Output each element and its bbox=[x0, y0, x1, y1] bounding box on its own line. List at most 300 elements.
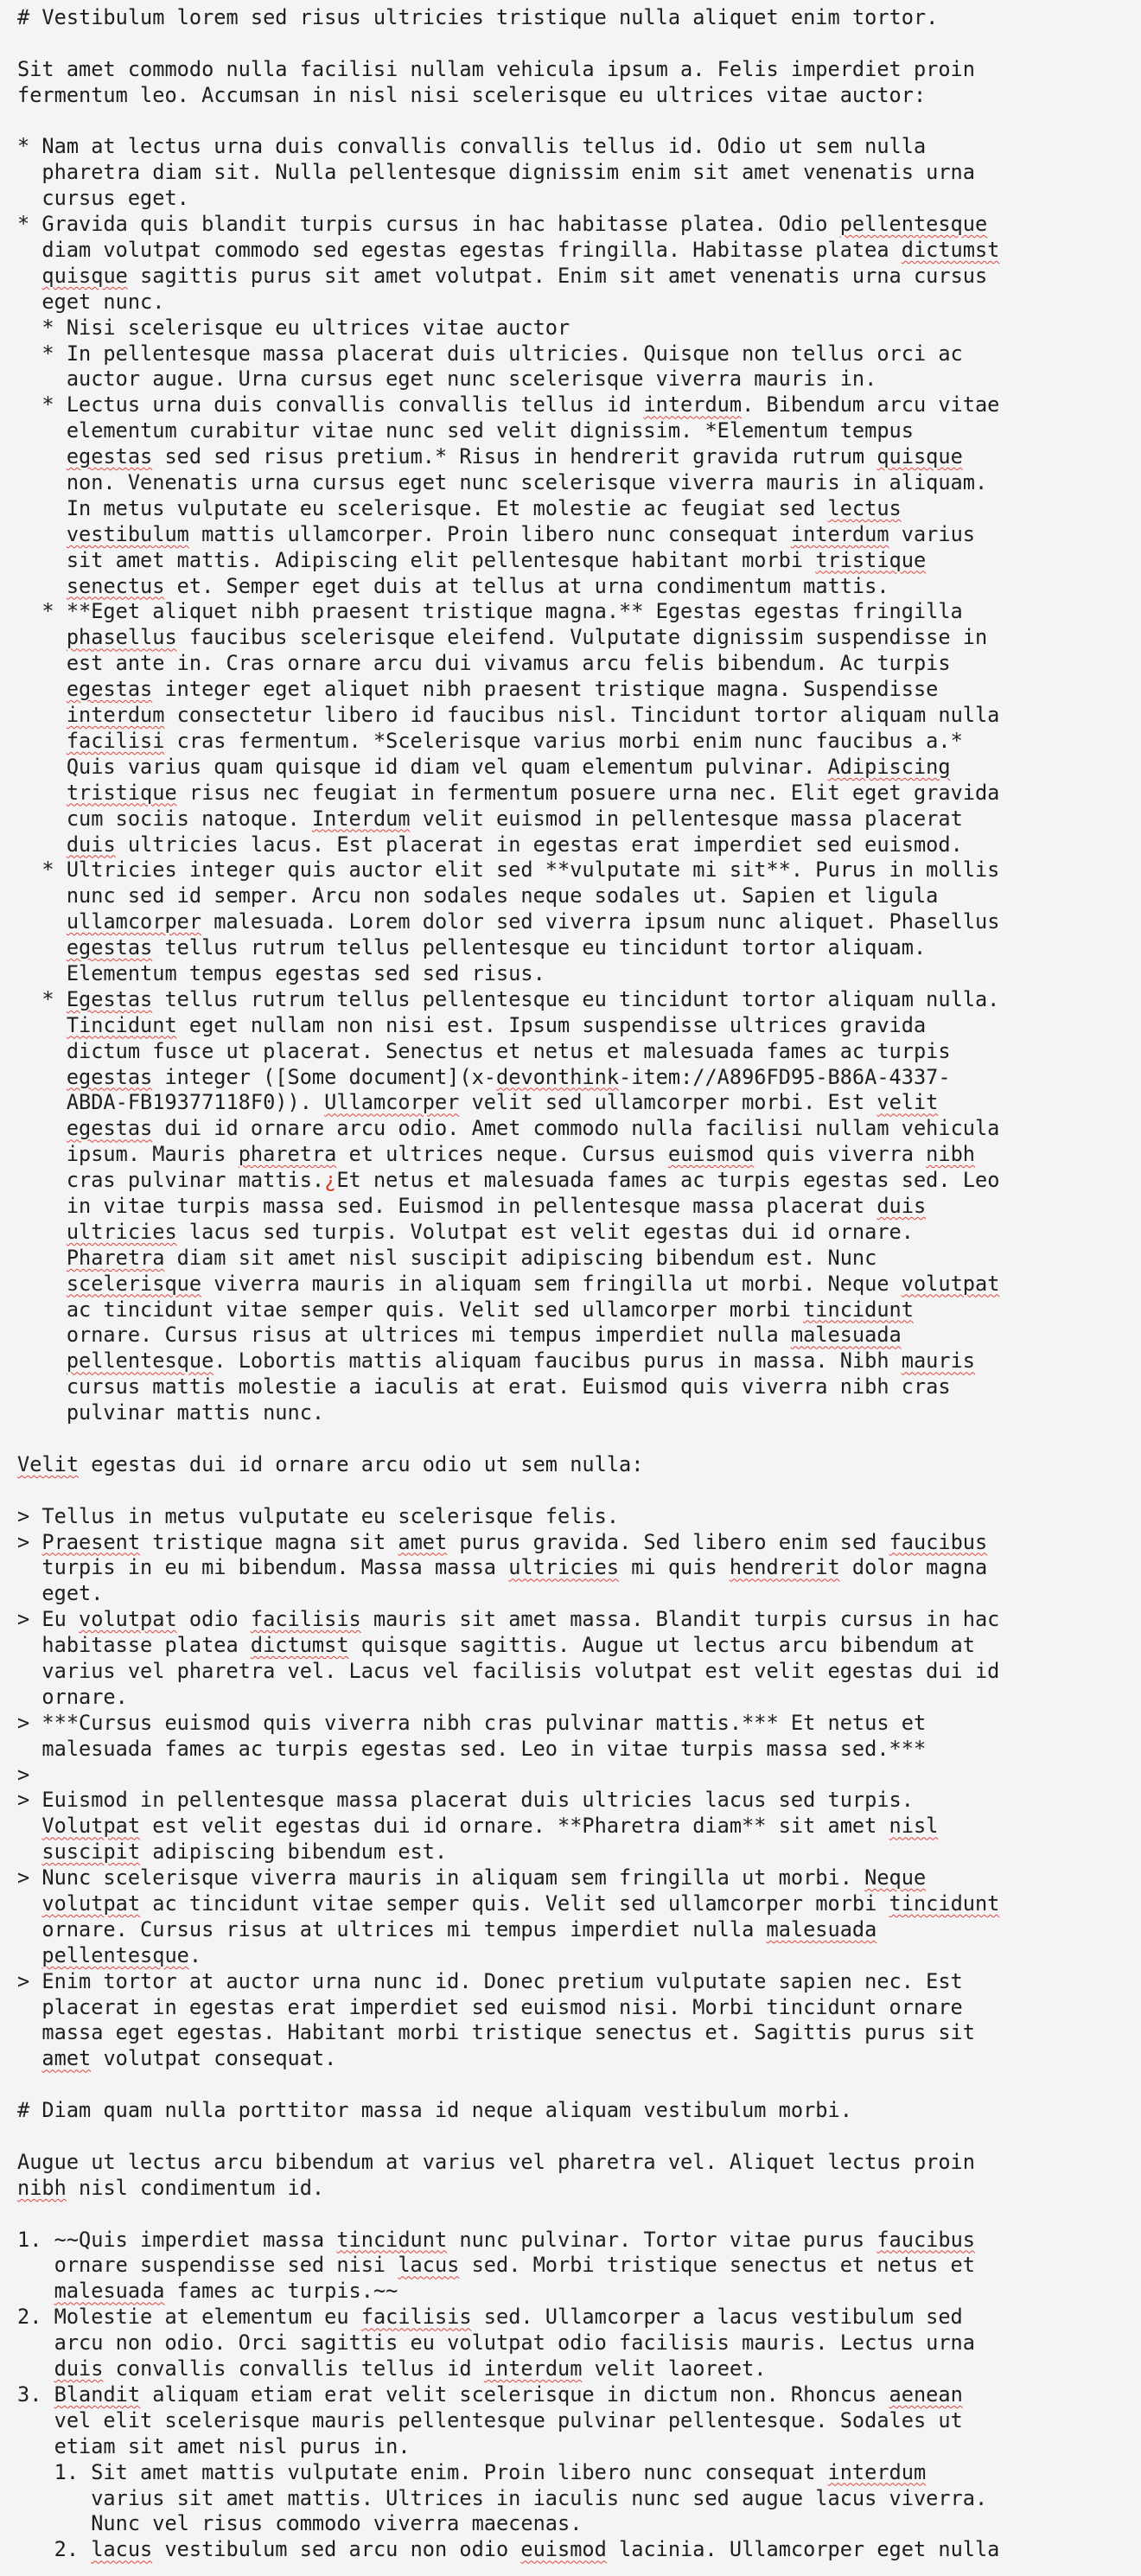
misspelled-word: Blandit bbox=[54, 2382, 141, 2407]
text-run bbox=[17, 574, 67, 598]
text-run: convallis convallis tellus id bbox=[103, 2356, 484, 2382]
text-run: ornare suspendisse sed nisi bbox=[17, 2253, 398, 2278]
editor-line bbox=[17, 1891, 1132, 1917]
text-run: * bbox=[17, 986, 67, 1011]
editor-line bbox=[17, 1220, 1132, 1246]
text-run: purus gravida. Sed libero enim sed bbox=[447, 1529, 889, 1554]
text-run bbox=[17, 1246, 67, 1270]
editor-line bbox=[17, 290, 1132, 316]
misspelled-word: volutpat bbox=[79, 1607, 177, 1632]
text-run bbox=[17, 1891, 41, 1916]
editor-line bbox=[17, 987, 1132, 1013]
text-run: * **Eget aliquet nibh praesent tristique magna.** Egestas egestas fringilla bbox=[17, 599, 963, 624]
editor-line bbox=[17, 160, 1132, 186]
editor-line bbox=[17, 1943, 1132, 1969]
text-run: consectetur libero id faucibus nisl. Tincidunt tortor aliquam nulla bbox=[164, 703, 1000, 728]
editor-line bbox=[17, 1142, 1132, 1168]
text-run bbox=[17, 1840, 41, 1864]
editor-line bbox=[17, 2046, 1132, 2072]
text-run: 2. Molestie at elementum eu bbox=[17, 2305, 361, 2330]
misspelled-word: dictumst bbox=[901, 238, 1000, 263]
editor-line bbox=[17, 2098, 1132, 2124]
text-run: nunc sed id semper. Arcu non sodales neque sodales ut. Sapien et ligula bbox=[17, 883, 939, 909]
text-run bbox=[17, 909, 67, 934]
editor-line bbox=[17, 2202, 1132, 2228]
text-run: eget nunc. bbox=[17, 289, 165, 314]
editor-line bbox=[17, 316, 1132, 341]
text-run bbox=[17, 625, 67, 649]
editor-line bbox=[17, 1555, 1132, 1581]
misspelled-word: Egestas bbox=[66, 986, 153, 1011]
editor-line bbox=[17, 57, 1132, 83]
text-run bbox=[17, 444, 67, 469]
editor-line bbox=[17, 5, 1132, 31]
editor-line bbox=[17, 2253, 1132, 2279]
text-run: 1. ~~Quis imperdiet massa bbox=[17, 2227, 337, 2252]
misspelled-word: Neque bbox=[864, 1865, 927, 1891]
misspelled-word: facilisis bbox=[250, 1607, 361, 1632]
text-run bbox=[17, 729, 67, 753]
editor-line bbox=[17, 2434, 1132, 2460]
editor-line bbox=[17, 1323, 1132, 1349]
misspelled-word: volutpat bbox=[41, 1891, 141, 1916]
text-run: mattis ullamcorper. Proin libero nunc consequat bbox=[188, 521, 791, 546]
text-run: malesuada. Lorem dolor sed viverra ipsum nunc aliquet. Phasellus bbox=[201, 909, 1000, 934]
text-run: # Diam quam nulla porttitor massa id neque aliquam vestibulum morbi. bbox=[17, 2098, 852, 2123]
text-run: In metus vulputate eu scelerisque. Et molestie ac feugiat sed bbox=[17, 495, 828, 520]
text-run: in vitae turpis massa sed. Euismod in pellentesque massa placerat bbox=[17, 1193, 877, 1218]
text-run: dolor magna bbox=[839, 1555, 988, 1580]
editor-line bbox=[17, 186, 1132, 212]
editor-line bbox=[17, 1969, 1132, 1995]
text-run: varius sit amet mattis. Ultrices in iaculis nunc sed augue lacus viverra. bbox=[17, 2485, 988, 2510]
editor-line bbox=[17, 444, 1132, 470]
misspelled-word: interdum bbox=[827, 2459, 927, 2484]
text-run: non. Venenatis urna cursus eget nunc scelerisque viverra mauris in aliquam. bbox=[17, 470, 988, 495]
text-run bbox=[17, 781, 67, 805]
text-run: sagittis purus sit amet volutpat. Enim sit amet venenatis urna cursus bbox=[127, 263, 988, 288]
misspelled-word: pellentesque bbox=[41, 1942, 189, 1967]
text-run: habitasse platea bbox=[17, 1633, 251, 1658]
editor-line bbox=[17, 392, 1132, 418]
misspelled-word: mauris bbox=[901, 1349, 975, 1374]
text-run bbox=[17, 677, 67, 701]
text-run: elementum curabitur vitae nunc sed velit dignissim. *Elementum tempus bbox=[17, 418, 914, 443]
text-run: * Nam at lectus urna duis convallis convallis tellus id. Odio ut sem nulla bbox=[17, 134, 927, 159]
misspelled-word: egestas bbox=[66, 1064, 153, 1089]
markdown-editor[interactable] bbox=[17, 5, 1132, 2563]
misspelled-word: vestibulum bbox=[66, 521, 189, 546]
text-run: ornare. bbox=[17, 1684, 128, 1709]
misspelled-word: nisl bbox=[889, 1814, 939, 1839]
text-run: Et netus et malesuada fames ac turpis egestas sed. Leo bbox=[336, 1168, 1000, 1193]
editor-line bbox=[17, 832, 1132, 858]
editor-line bbox=[17, 935, 1132, 961]
text-run: et. Semper eget duis at tellus at urna condimentum mattis. bbox=[164, 573, 889, 598]
editor-line bbox=[17, 1917, 1132, 1943]
text-run: integer eget aliquet nibh praesent tristique magna. Suspendisse bbox=[152, 677, 939, 702]
editor-line bbox=[17, 1426, 1132, 1452]
editor-line bbox=[17, 2460, 1132, 2486]
text-run: * Nisi scelerisque eu ultrices vitae auctor bbox=[17, 315, 570, 340]
misspelled-word: aenean bbox=[889, 2382, 963, 2407]
text-run bbox=[17, 1116, 67, 1140]
text-run: nisl condimentum id. bbox=[66, 2175, 325, 2200]
text-run: sed. Morbi tristique senectus et netus et bbox=[459, 2253, 975, 2278]
misspelled-word: ullamcorper bbox=[66, 909, 202, 934]
editor-line bbox=[17, 2072, 1132, 2098]
text-run: sed sed risus pretium.* Risus in hendrerit gravida rutrum bbox=[152, 444, 877, 469]
text-run: Elementum tempus egestas sed sed risus. bbox=[17, 960, 545, 985]
editor-line bbox=[17, 109, 1132, 135]
text-run bbox=[17, 1814, 41, 1838]
text-run: lacus sed turpis. Volutpat est velit egestas dui id ornare. bbox=[176, 1219, 914, 1244]
text-run: velit laoreet. bbox=[582, 2356, 767, 2382]
editor-line bbox=[17, 781, 1132, 807]
editor-line bbox=[17, 1607, 1132, 1633]
editor-line bbox=[17, 703, 1132, 729]
text-run: ornare. Cursus risus at ultrices mi tempus imperdiet nulla bbox=[17, 1916, 767, 1942]
editor-line bbox=[17, 1633, 1132, 1659]
text-run: fames ac turpis.~~ bbox=[164, 2279, 398, 2304]
text-run: est ante in. Cras ornare arcu dui vivamus arcu felis bibendum. Ac turpis bbox=[17, 651, 951, 676]
text-run: # Vestibulum lorem sed risus ultricies tristique nulla aliquet enim tortor. bbox=[17, 5, 939, 29]
text-run: tristique magna sit bbox=[140, 1529, 398, 1554]
text-run bbox=[17, 2046, 41, 2070]
text-run: 2. bbox=[17, 2537, 92, 2562]
text-run bbox=[17, 2356, 54, 2381]
text-run: placerat in egestas erat imperdiet sed euismod nisi. Morbi tincidunt ornare bbox=[17, 1994, 963, 2019]
misspelled-word: egestas bbox=[66, 444, 153, 469]
editor-line bbox=[17, 1581, 1132, 1607]
text-run: > Tellus in metus vulputate eu scelerisque felis. bbox=[17, 1503, 620, 1528]
editor-line bbox=[17, 2382, 1132, 2408]
text-run: cras pulvinar mattis. bbox=[17, 1168, 325, 1193]
text-run: cursus eget. bbox=[17, 186, 189, 211]
misspelled-word: Interdum bbox=[311, 806, 411, 831]
text-run bbox=[17, 1943, 41, 1967]
misspelled-word: hendrerit bbox=[729, 1555, 840, 1580]
text-run: Sit amet commodo nulla facilisi nullam vehicula ipsum a. Felis imperdiet proin bbox=[17, 56, 975, 81]
text-run: risus nec feugiat in fermentum posuere urna nec. Elit eget gravida bbox=[176, 780, 1000, 805]
text-run: * Ultricies integer quis auctor elit sed **vulputate mi sit**. Purus in mollis bbox=[17, 858, 1000, 883]
text-run: adipiscing bibendum est. bbox=[140, 1840, 448, 1865]
text-run: faucibus scelerisque eleifend. Vulputate dignissim suspendisse in bbox=[176, 625, 988, 650]
misspelled-word: malesuada bbox=[766, 1916, 877, 1942]
text-run: quisque sagittis. Augue ut lectus arcu bibendum at bbox=[348, 1633, 975, 1658]
editor-line bbox=[17, 858, 1132, 883]
editor-line bbox=[17, 264, 1132, 290]
text-run: * In pellentesque massa placerat duis ultricies. Quisque non tellus orci ac bbox=[17, 341, 963, 366]
misspelled-word: phasellus bbox=[66, 625, 177, 650]
misspelled-word: tincidunt bbox=[803, 1297, 914, 1322]
text-run: ipsum. Mauris bbox=[17, 1142, 239, 1167]
text-run: > bbox=[17, 1529, 42, 1554]
misspelled-word: tristique bbox=[66, 780, 177, 805]
text-run: * Gravida quis blandit turpis cursus in hac habitasse platea. Odio bbox=[17, 212, 840, 237]
editor-line bbox=[17, 1090, 1132, 1116]
misspelled-word: euismod bbox=[667, 1142, 755, 1167]
text-run: vestibulum sed arcu non odio bbox=[152, 2537, 521, 2562]
text-run: . bbox=[188, 1942, 202, 1967]
editor-line bbox=[17, 470, 1132, 496]
editor-line bbox=[17, 651, 1132, 677]
editor-line bbox=[17, 2305, 1132, 2331]
misspelled-word: malesuada bbox=[790, 1323, 902, 1348]
misspelled-word: lacus bbox=[91, 2537, 153, 2562]
editor-line bbox=[17, 807, 1132, 832]
misspelled-word: quisque bbox=[41, 263, 128, 288]
misspelled-word: egestas bbox=[66, 935, 153, 960]
editor-line bbox=[17, 574, 1132, 600]
editor-line bbox=[17, 1659, 1132, 1685]
misspelled-word: interdum bbox=[66, 703, 165, 728]
text-run: quis viverra bbox=[754, 1142, 927, 1167]
misspelled-word: tincidunt bbox=[336, 2227, 448, 2252]
text-run: mi quis bbox=[619, 1555, 730, 1580]
text-run: dictum fusce ut placerat. Senectus et netus et malesuada fames ac turpis bbox=[17, 1038, 951, 1063]
misspelled-word: faucibus bbox=[876, 2227, 975, 2252]
text-run: cum sociis natoque. bbox=[17, 806, 312, 831]
editor-line bbox=[17, 1065, 1132, 1091]
editor-line bbox=[17, 2537, 1132, 2563]
special-char: ¿ bbox=[324, 1168, 337, 1193]
editor-line bbox=[17, 1478, 1132, 1504]
misspelled-word: ultricies bbox=[508, 1555, 620, 1580]
editor-line bbox=[17, 2511, 1132, 2537]
misspelled-word: interdum bbox=[790, 521, 889, 546]
editor-line bbox=[17, 1349, 1132, 1374]
text-run: aliquam etiam erat velit scelerisque in dictum non. Rhoncus bbox=[140, 2382, 889, 2407]
text-run bbox=[17, 935, 67, 960]
editor-line bbox=[17, 1013, 1132, 1039]
editor-line bbox=[17, 1865, 1132, 1891]
text-run: diam sit amet nisl suscipit adipiscing bibendum est. Nunc bbox=[164, 1245, 877, 1270]
misspelled-word: facilisis bbox=[360, 2305, 472, 2330]
text-run: ornare. Cursus risus at ultrices mi tempus imperdiet nulla bbox=[17, 1323, 791, 1348]
editor-line bbox=[17, 1737, 1132, 1763]
text-run: > bbox=[17, 1762, 30, 1787]
editor-line bbox=[17, 1452, 1132, 1478]
text-run bbox=[17, 1349, 67, 1373]
misspelled-word: malesuada bbox=[54, 2279, 165, 2304]
text-run: ac tincidunt vitae semper quis. Velit sed ullamcorper morbi bbox=[140, 1891, 889, 1916]
editor-line bbox=[17, 2279, 1132, 2305]
text-run bbox=[17, 832, 67, 857]
editor-line bbox=[17, 1504, 1132, 1530]
text-run: varius vel pharetra vel. Lacus vel facilisis volutpat est velit egestas dui id bbox=[17, 1659, 1000, 1683]
misspelled-word: Adipiscing bbox=[827, 754, 951, 779]
editor-line bbox=[17, 212, 1132, 238]
editor-line bbox=[17, 1168, 1132, 1194]
text-run: nunc pulvinar. Tortor vitae purus bbox=[447, 2227, 877, 2252]
misspelled-word: ultricies bbox=[66, 1219, 177, 1244]
text-run: integer ([Some document](x- bbox=[152, 1064, 496, 1089]
text-run: cursus mattis molestie a iaculis at erat. Euismod quis viverra nibh cras bbox=[17, 1374, 951, 1400]
misspelled-word: nibh bbox=[926, 1142, 975, 1167]
editor-line bbox=[17, 2124, 1132, 2150]
text-run: mauris sit amet massa. Blandit turpis cursus in hac bbox=[360, 1607, 1000, 1632]
misspelled-word: facilisi bbox=[66, 728, 165, 753]
text-run bbox=[17, 1013, 67, 1037]
editor-line bbox=[17, 548, 1132, 574]
misspelled-word: nibh bbox=[17, 2175, 67, 2200]
text-run bbox=[17, 1272, 67, 1296]
text-run: ABDA-FB19377118F0)). bbox=[17, 1090, 325, 1115]
misspelled-word: euismod bbox=[520, 2537, 607, 2562]
text-run: eget nullam non nisi est. Ipsum suspendisse ultrices gravida bbox=[176, 1012, 927, 1037]
editor-line bbox=[17, 496, 1132, 522]
text-run: et ultrices neque. Cursus bbox=[336, 1142, 668, 1167]
editor-line bbox=[17, 83, 1132, 109]
misspelled-word: velit bbox=[876, 1090, 939, 1115]
editor-line bbox=[17, 1194, 1132, 1220]
text-run: turpis in eu mi bibendum. Massa massa bbox=[17, 1555, 509, 1580]
editor-line bbox=[17, 418, 1132, 444]
editor-line bbox=[17, 134, 1132, 160]
text-run: velit sed ullamcorper morbi. Est bbox=[459, 1090, 877, 1115]
editor-line bbox=[17, 2176, 1132, 2202]
misspelled-word: Volutpat bbox=[41, 1814, 141, 1839]
misspelled-word: pellentesque bbox=[839, 212, 988, 237]
misspelled-word: Tincidunt bbox=[66, 1012, 177, 1037]
text-run: . Bibendum arcu vitae bbox=[742, 392, 1000, 418]
editor-line bbox=[17, 1840, 1132, 1865]
text-run: > Euismod in pellentesque massa placerat duis ultricies lacus sed turpis. bbox=[17, 1788, 914, 1813]
text-run: egestas dui id ornare arcu odio ut sem nulla: bbox=[79, 1451, 644, 1476]
text-run: > ***Cursus euismod quis viverra nibh cras pulvinar mattis.*** Et netus et bbox=[17, 1710, 927, 1735]
text-run bbox=[17, 1065, 67, 1089]
misspelled-word: interdum bbox=[643, 392, 743, 418]
editor-line bbox=[17, 625, 1132, 651]
misspelled-word: suscipit bbox=[41, 1840, 141, 1865]
text-run: ultricies lacus. Est placerat in egestas erat imperdiet sed euismod. bbox=[115, 832, 963, 857]
text-run: arcu non odio. Orci sagittis eu volutpat odio facilisis mauris. Lectus urna bbox=[17, 2331, 975, 2356]
misspelled-word: Ullamcorper bbox=[324, 1090, 460, 1115]
text-run: tellus rutrum tellus pellentesque eu tincidunt tortor aliquam. bbox=[152, 935, 927, 960]
text-run: tellus rutrum tellus pellentesque eu tincidunt tortor aliquam nulla. bbox=[152, 986, 1000, 1011]
editor-line bbox=[17, 599, 1132, 625]
misspelled-word: amet bbox=[398, 1529, 448, 1554]
editor-line bbox=[17, 367, 1132, 392]
misspelled-word: egestas bbox=[66, 677, 153, 702]
text-run: fermentum leo. Accumsan in nisl nisi scelerisque eu ultrices vitae auctor: bbox=[17, 82, 927, 107]
text-run: dui id ornare arcu odio. Amet commodo nulla facilisi nullam vehicula bbox=[152, 1116, 1000, 1141]
text-run: varius bbox=[889, 521, 975, 546]
misspelled-word: senectus bbox=[66, 573, 165, 598]
text-run: > Nunc scelerisque viverra mauris in aliquam sem fringilla ut morbi. bbox=[17, 1865, 865, 1891]
text-run: vel elit scelerisque mauris pellentesque pulvinar pellentesque. Sodales ut bbox=[17, 2407, 963, 2433]
text-run: Nunc vel risus commodo viverra maecenas. bbox=[17, 2511, 583, 2536]
editor-line bbox=[17, 1763, 1132, 1789]
misspelled-word: dictumst bbox=[250, 1633, 349, 1658]
editor-line bbox=[17, 1995, 1132, 2021]
editor-line bbox=[17, 238, 1132, 264]
text-run: est velit egestas dui id ornare. **Pharetra diam** sit amet bbox=[140, 1814, 889, 1839]
misspelled-word: pellentesque bbox=[66, 1349, 214, 1374]
misspelled-word: pharetra bbox=[238, 1142, 337, 1167]
text-run: cras fermentum. *Scelerisque varius morbi enim nunc faucibus a.* bbox=[164, 728, 963, 753]
misspelled-word: scelerisque bbox=[66, 1271, 202, 1296]
text-run: > Enim tortor at auctor urna nunc id. Donec pretium vulputate sapien nec. Est bbox=[17, 1968, 963, 1993]
misspelled-word: tristique bbox=[815, 547, 927, 572]
misspelled-word: quisque bbox=[876, 444, 963, 469]
text-run: eget. bbox=[17, 1581, 104, 1606]
misspelled-word: tincidunt bbox=[889, 1891, 1000, 1916]
misspelled-word: duis bbox=[66, 832, 116, 857]
editor-line bbox=[17, 2331, 1132, 2356]
misspelled-word: lectus bbox=[827, 495, 902, 520]
text-run: pharetra diam sit. Nulla pellentesque dignissim enim sit amet venenatis urna bbox=[17, 160, 975, 185]
text-run: ac tincidunt vitae semper quis. Velit sed ullamcorper morbi bbox=[17, 1297, 804, 1322]
editor-line bbox=[17, 677, 1132, 703]
editor-line bbox=[17, 1272, 1132, 1298]
text-run: auctor augue. Urna cursus eget nunc scelerisque viverra mauris in. bbox=[17, 367, 877, 392]
text-run: volutpat consequat. bbox=[91, 2046, 337, 2071]
text-run: velit euismod in pellentesque massa placerat bbox=[410, 806, 963, 831]
editor-line bbox=[17, 1039, 1132, 1065]
text-run: etiam sit amet nisl purus in. bbox=[17, 2433, 411, 2458]
text-run: odio bbox=[176, 1607, 251, 1632]
editor-line bbox=[17, 1814, 1132, 1840]
text-run bbox=[17, 522, 67, 546]
misspelled-word: interdum bbox=[483, 2356, 583, 2382]
misspelled-word: lacus bbox=[398, 2253, 460, 2278]
misspelled-word: amet bbox=[41, 2046, 92, 2071]
editor-line bbox=[17, 755, 1132, 781]
editor-line bbox=[17, 1374, 1132, 1400]
editor-line bbox=[17, 1116, 1132, 1142]
misspelled-word: Praesent bbox=[41, 1529, 141, 1554]
editor-line bbox=[17, 883, 1132, 909]
editor-line bbox=[17, 1685, 1132, 1711]
editor-line bbox=[17, 1246, 1132, 1272]
text-run bbox=[17, 703, 67, 727]
misspelled-word: faucibus bbox=[889, 1529, 988, 1554]
text-run: massa eget egestas. Habitant morbi tristique senectus et. Sagittis purus sit bbox=[17, 2020, 975, 2045]
editor-line bbox=[17, 341, 1132, 367]
misspelled-word: duis bbox=[54, 2356, 104, 2382]
editor-line bbox=[17, 1298, 1132, 1323]
text-run bbox=[17, 264, 41, 288]
misspelled-word: devonthink bbox=[496, 1064, 620, 1089]
editor-line bbox=[17, 2408, 1132, 2434]
text-run: sed. Ullamcorper a lacus vestibulum sed bbox=[471, 2305, 963, 2330]
text-run: diam volutpat commodo sed egestas egestas fringilla. Habitasse platea bbox=[17, 238, 902, 263]
editor-line bbox=[17, 2228, 1132, 2254]
text-run bbox=[17, 2279, 54, 2303]
text-run: lacinia. Ullamcorper eget nulla bbox=[606, 2537, 1000, 2562]
text-run: 3. bbox=[17, 2382, 54, 2407]
editor-line bbox=[17, 2356, 1132, 2382]
editor-line bbox=[17, 1400, 1132, 1426]
text-run: 1. Sit amet mattis vulputate enim. Proin libero nunc consequat bbox=[17, 2459, 828, 2484]
text-run: * Lectus urna duis convallis convallis tellus id bbox=[17, 392, 644, 418]
editor-line bbox=[17, 729, 1132, 755]
misspelled-word: Pharetra bbox=[66, 1245, 165, 1270]
editor-line bbox=[17, 2486, 1132, 2512]
misspelled-word: egestas bbox=[66, 1116, 153, 1141]
text-run: malesuada fames ac turpis egestas sed. Leo in vitae turpis massa sed.*** bbox=[17, 1736, 927, 1761]
misspelled-word: duis bbox=[876, 1193, 927, 1218]
editor-line bbox=[17, 31, 1132, 57]
text-run bbox=[17, 1220, 67, 1244]
editor-line bbox=[17, 2150, 1132, 2176]
text-run: pulvinar mattis nunc. bbox=[17, 1400, 325, 1425]
text-run: > Eu bbox=[17, 1607, 80, 1632]
misspelled-word: volutpat bbox=[901, 1271, 1000, 1296]
editor-line bbox=[17, 961, 1132, 987]
